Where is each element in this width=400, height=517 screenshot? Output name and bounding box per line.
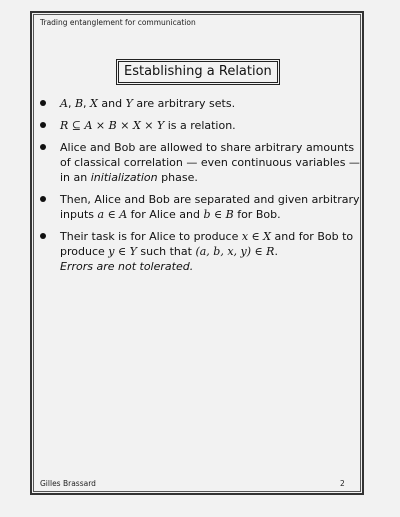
bullet-list (40, 96, 360, 281)
bullet-text: Alice and Bob are allowed to share arbitrary amounts of classical correlation — even continuous variables — in an (60, 141, 360, 184)
emphasized-text: Errors are not tolerated. (60, 260, 194, 273)
bullet-text: and (97, 97, 126, 110)
bullet-item (40, 118, 360, 133)
bullet-text: Then, Alice and Bob are separated and given arbitrary inputs (60, 193, 360, 221)
math-expression: b ∈ B (203, 208, 234, 221)
bullet-text: , (83, 97, 91, 110)
bullet-item (40, 192, 360, 222)
bullet-dot-icon (40, 144, 46, 150)
running-header: Trading entanglement for communication (40, 18, 196, 27)
bullet-text: such that (136, 245, 196, 258)
slide-title: Establishing a Relation (118, 61, 278, 83)
bullet-text: . (274, 245, 278, 258)
bullet-text: phase. (157, 171, 198, 184)
math-expression: Y (125, 97, 133, 110)
emphasized-text: initialization (90, 171, 158, 184)
bullet-dot-icon (40, 233, 46, 239)
bullet-text: , (67, 97, 75, 110)
bullet-item (40, 96, 360, 111)
bullet-dot-icon (40, 196, 46, 202)
math-expression: X (90, 97, 98, 110)
bullet-text: for Alice and (127, 208, 204, 221)
bullet-text: Their task is for Alice to produce (60, 230, 242, 243)
math-expression: y ∈ Y (108, 245, 137, 258)
bullet-text: are arbitrary sets. (132, 97, 236, 110)
math-expression: (a, b, x, y) ∈ R (195, 245, 275, 258)
math-expression: a ∈ A (97, 208, 128, 221)
bullet-item (40, 140, 360, 185)
bullet-dot-icon (40, 100, 46, 106)
math-expression: R ⊆ A × B × X × Y (60, 119, 165, 132)
footer-author: Gilles Brassard (40, 479, 96, 488)
bullet-dot-icon (40, 122, 46, 128)
footer-page-number: 2 (340, 479, 345, 488)
math-expression: B (74, 97, 84, 110)
bullet-text: and for Bob to produce (60, 230, 354, 258)
math-expression: A (60, 97, 68, 110)
bullet-text: is a relation. (164, 119, 236, 132)
bullet-item (40, 229, 360, 274)
math-expression: x ∈ X (241, 230, 272, 243)
bullet-text: for Bob. (233, 208, 281, 221)
